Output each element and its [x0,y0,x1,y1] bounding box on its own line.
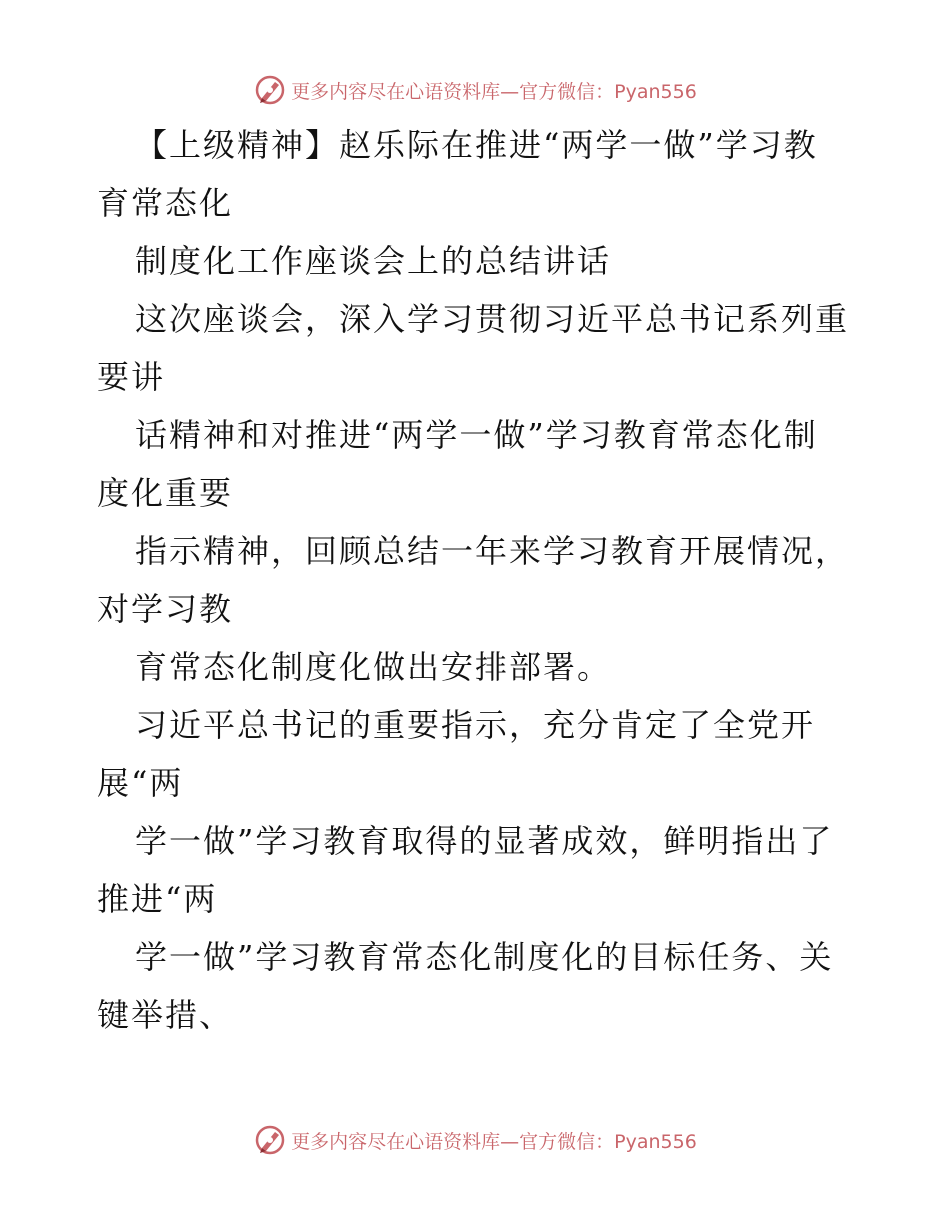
footer-banner [0,1120,950,1160]
paragraph-1 [97,116,857,232]
pen-logo-icon [253,73,287,107]
paragraph-line: 【上级精神】赵乐际在推进“两学一做”学习教 [135,126,818,164]
paragraph-line: 话精神和对推进“两学一做”学习教育常态化制 [135,416,818,454]
document-body [97,116,857,1044]
paragraph-7 [97,696,857,812]
paragraph-line: 度化重要 [97,474,234,512]
paragraph-line: 学一做”学习教育常态化制度化的目标任务、关 [135,938,834,976]
paragraph-line: 制度化工作座谈会上的总结讲话 [135,242,612,280]
paragraph-line: 推进“两 [97,880,218,918]
paragraph-line: 要讲 [97,358,166,396]
paragraph-8 [97,812,857,928]
pen-logo-icon [253,1123,287,1157]
paragraph-2 [97,232,857,290]
paragraph-line: 指示精神，回顾总结一年来学习教育开展情况， [135,532,850,570]
paragraph-line: 展“两 [97,764,184,802]
paragraph-line: 学一做”学习教育取得的显著成效，鲜明指出了 [135,822,834,860]
paragraph-6 [97,638,857,696]
paragraph-4 [97,406,857,522]
header-banner [0,70,950,110]
paragraph-line: 育常态化制度化做出安排部署。 [135,648,612,686]
footer-banner-text: 更多内容尽在心语资料库—官方微信：Pyan556 [291,1130,697,1153]
header-banner-text: 更多内容尽在心语资料库—官方微信：Pyan556 [291,80,697,103]
paragraph-9 [97,928,857,1044]
paragraph-line: 键举措、 [97,996,234,1034]
paragraph-5 [97,522,857,638]
paragraph-3 [97,290,857,406]
paragraph-line: 育常态化 [97,184,234,222]
paragraph-line: 习近平总书记的重要指示，充分肯定了全党开 [135,706,816,744]
paragraph-line: 对学习教 [97,590,234,628]
paragraph-line: 这次座谈会，深入学习贯彻习近平总书记系列重 [135,300,850,338]
